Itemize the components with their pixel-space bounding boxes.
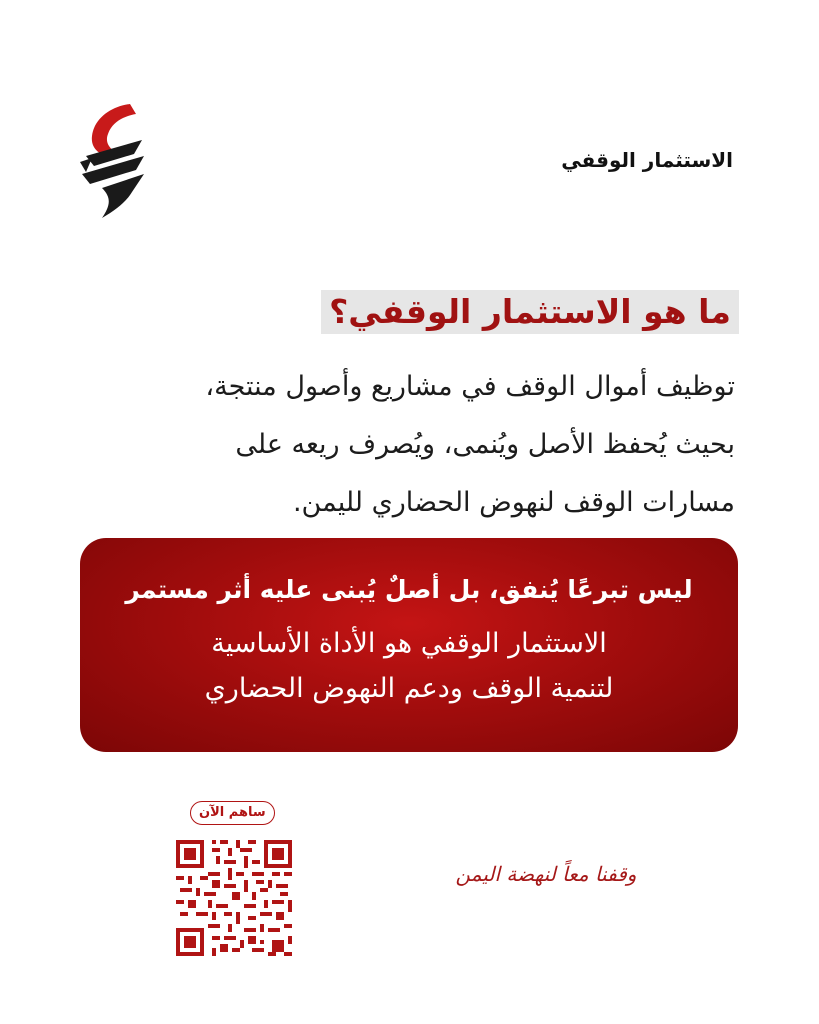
description-line: بحيث يُحفظ الأصل ويُنمى، ويُصرف ريعه على (235, 429, 735, 460)
banner-line-1: ليس تبرعًا يُنفق، بل أصلٌ يُبنى عليه أثر مستمر (125, 575, 693, 604)
contribute-now-button[interactable]: ساهم الآن (190, 801, 275, 825)
banner-line-2: الاستثمار الوقفي هو الأداة الأساسية (211, 628, 607, 659)
qr-code-icon[interactable] (176, 840, 292, 956)
banner-line-3: لتنمية الوقف ودعم النهوض الحضاري (204, 673, 614, 704)
brand-logo-icon (72, 100, 154, 224)
title-highlight (321, 290, 739, 334)
highlight-banner (80, 538, 738, 752)
description-line: توظيف أموال الوقف في مشاريع وأصول منتجة، (205, 371, 735, 402)
description (75, 358, 735, 532)
section-label: الاستثمار الوقفي (561, 148, 733, 172)
description-line: مسارات الوقف لنهوض الحضاري لليمن. (292, 487, 735, 518)
page-title: ما هو الاستثمار الوقفي؟ (329, 292, 731, 331)
slogan-calligraphy: وقفنا معاً لنهضة اليمن (455, 862, 637, 886)
